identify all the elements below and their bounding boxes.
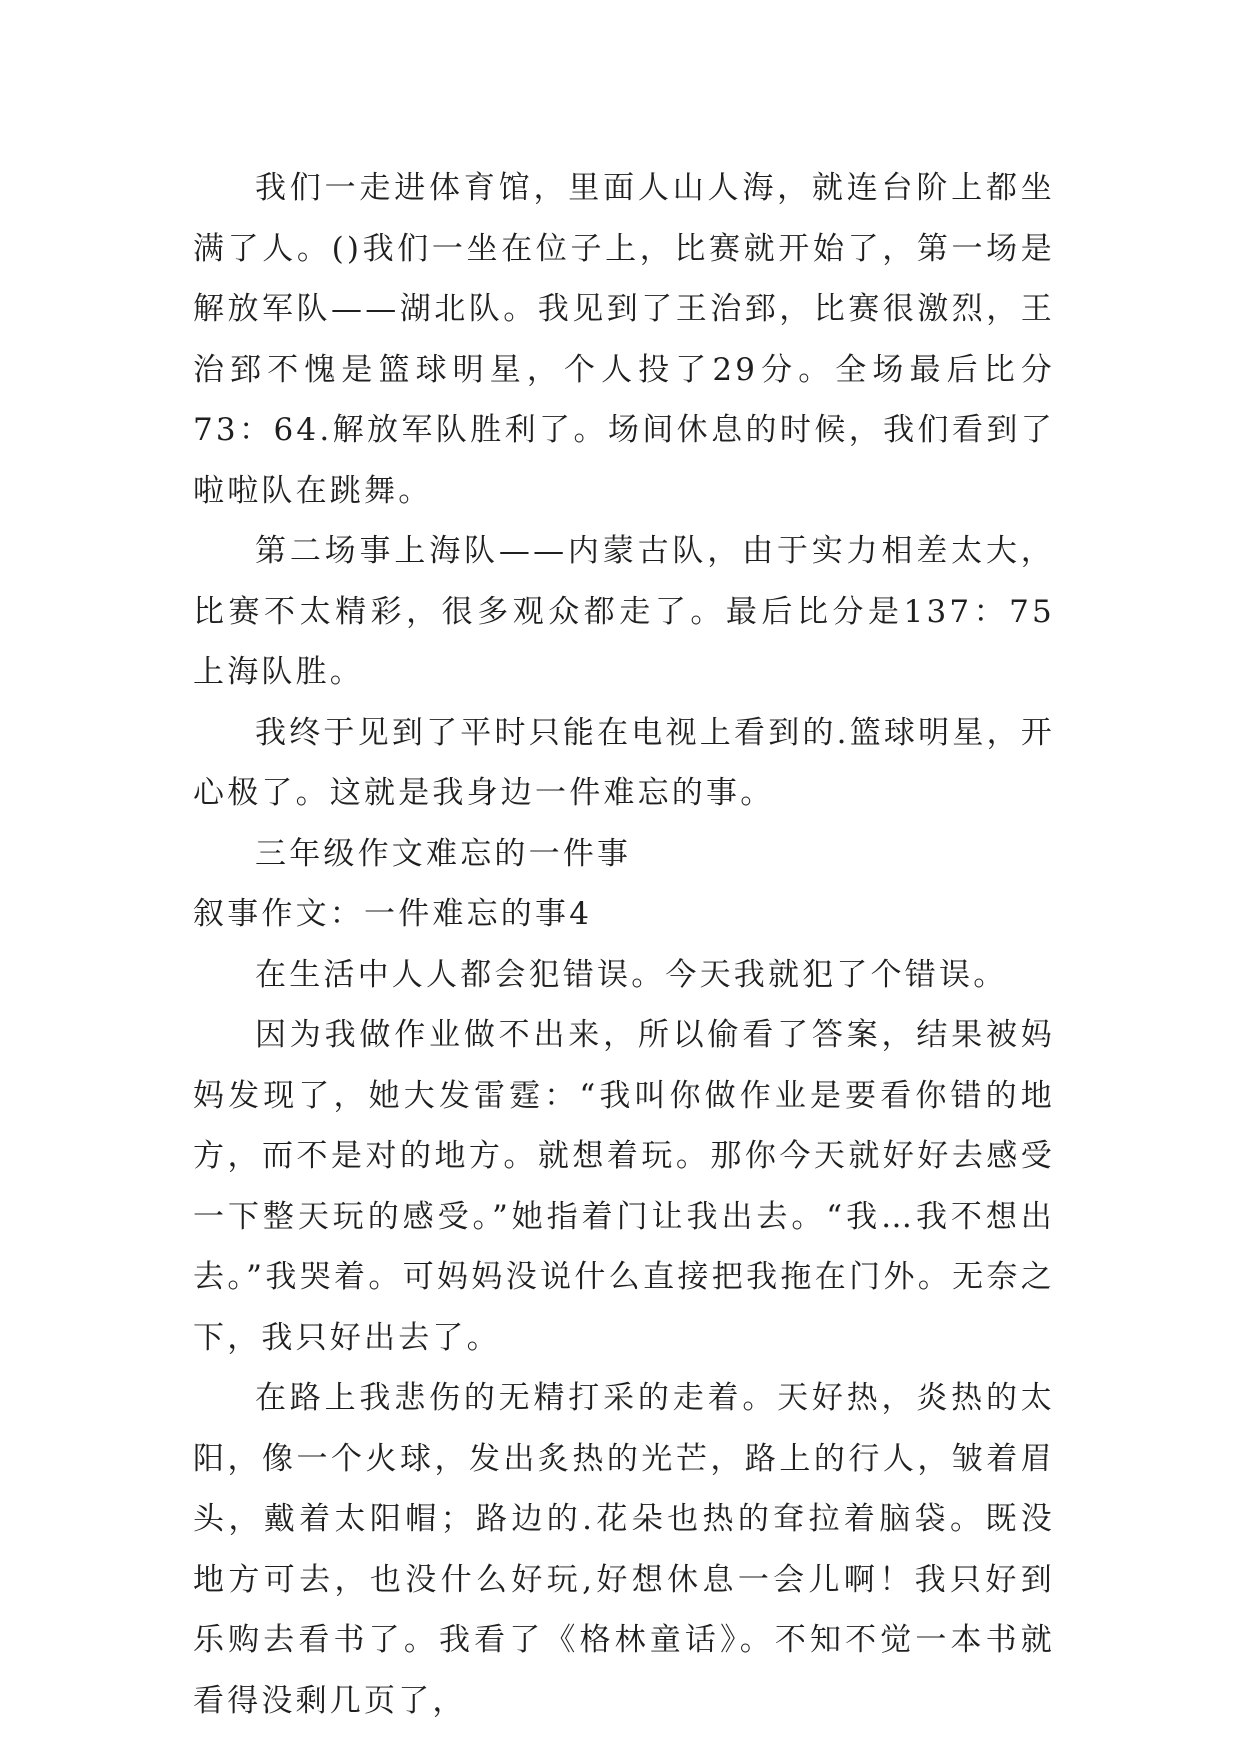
paragraph-1: 我们一走进体育馆，里面人山人海，就连台阶上都坐满了人。()我们一坐在位子上，比赛就开始了，第一场是解放军队——湖北队。我见到了王治郅，比赛很激烈，王治郅不愧是篮球明星，个人投了29分。全场最后比分73：64.解放军队胜利了。场间休息的时候，我们看到了啦啦队在跳舞。 (193, 170, 1055, 509)
paragraph-3: 我终于见到了平时只能在电视上看到的.篮球明星，开心极了。这就是我身边一件难忘的事。 (193, 714, 1055, 811)
paragraph-6: 在路上我悲伤的无精打采的走着。天好热，炎热的太阳，像一个火球，发出炙热的光芒，路上的行人，皱着眉头，戴着太阳帽；路边的.花朵也热的耷拉着脑袋。既没地方可去，也没什么好玩,好想休息一会儿啊！我只好到乐购去看书了。我看了《格林童话》。不知不觉一本书就看得没剩几页了， (193, 1380, 1055, 1719)
article-title: 叙事作文：一件难忘的事4 (193, 896, 593, 932)
document-body (193, 158, 1055, 1731)
paragraph-4: 在生活中人人都会犯错误。今天我就犯了个错误。 (255, 956, 1008, 993)
paragraph-2: 第二场事上海队——内蒙古队，由于实力相差太大，比赛不太精彩，很多观众都走了。最后比分是137：75上海队胜。 (193, 533, 1055, 690)
paragraph-5: 因为我做作业做不出来，所以偷看了答案，结果被妈妈发现了，她大发雷霆：“我叫你做作业是要看你错的地方，而不是对的地方。就想着玩。那你今天就好好去感受一下整天玩的感受。”她指着门让我出去。“我…我不想出去。”我哭着。可妈妈没说什么直接把我拖在门外。无奈之下，我只好出去了。 (193, 1017, 1055, 1356)
section-title: 三年级作文难忘的一件事 (255, 835, 632, 872)
